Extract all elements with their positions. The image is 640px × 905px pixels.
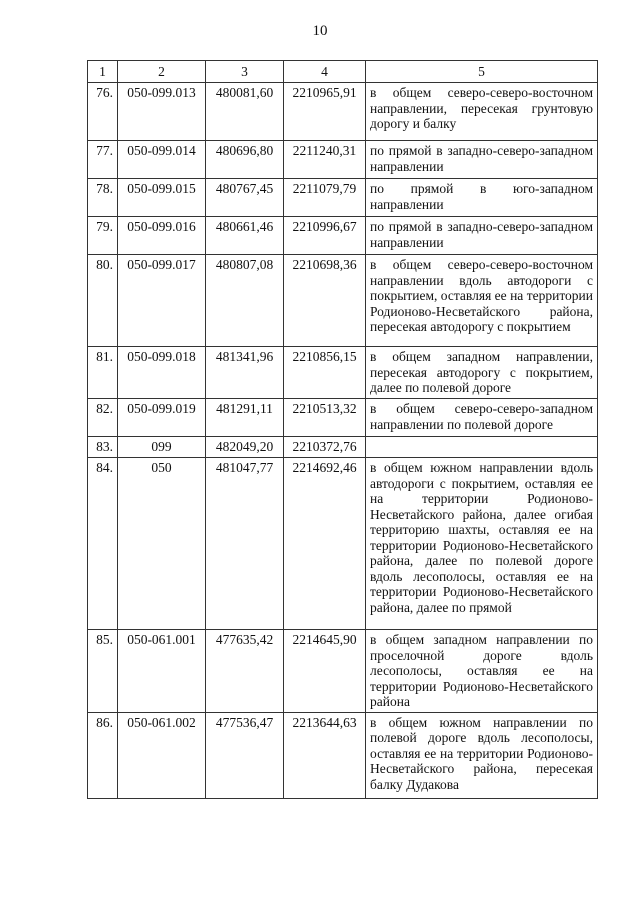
coord-x: 480696,80 [206, 141, 284, 179]
table-row [88, 399, 598, 437]
row-number: 85. [88, 630, 118, 713]
point-code: 050-099.014 [118, 141, 206, 179]
boundary-description: в общем южном направлении вдоль автодороги с покрытием, оставляя ее на территории Родионово-Несветайского района, далее огибая территорию шахты, оставляя ее на территории Родионово-Несветайского района, далее по полевой дороге вдоль лесополосы, оставляя ее на территории Родионово-Несветайского района, далее по прямой [366, 458, 598, 630]
point-code: 050-061.002 [118, 712, 206, 798]
coord-x: 481291,11 [206, 399, 284, 437]
point-code: 050-061.001 [118, 630, 206, 713]
boundary-points-table [87, 60, 598, 799]
coord-y: 2214692,46 [284, 458, 366, 630]
table-row [88, 179, 598, 217]
table-row [88, 255, 598, 347]
coord-y: 2211240,31 [284, 141, 366, 179]
coord-x: 482049,20 [206, 437, 284, 458]
row-number: 79. [88, 217, 118, 255]
row-number: 77. [88, 141, 118, 179]
header-col-5: 5 [366, 61, 598, 83]
point-code: 099 [118, 437, 206, 458]
coord-y: 2210372,76 [284, 437, 366, 458]
point-code: 050-099.016 [118, 217, 206, 255]
table-row [88, 141, 598, 179]
table-row [88, 712, 598, 798]
table-row [88, 630, 598, 713]
table-row [88, 347, 598, 399]
coord-x: 477536,47 [206, 712, 284, 798]
boundary-description: по прямой в западно-северо-западном направлении [366, 217, 598, 255]
boundary-description: в общем южном направлении по полевой дороге вдоль лесополосы, оставляя ее на территории Родионово-Несветайского района, пересекая балку Дудакова [366, 712, 598, 798]
coord-x: 480767,45 [206, 179, 284, 217]
row-number: 82. [88, 399, 118, 437]
table-row [88, 458, 598, 630]
point-code: 050-099.018 [118, 347, 206, 399]
table-row [88, 83, 598, 141]
coord-x: 481341,96 [206, 347, 284, 399]
boundary-description: в общем северо-северо-западном направлении по полевой дороге [366, 399, 598, 437]
coord-y: 2210698,36 [284, 255, 366, 347]
row-number: 76. [88, 83, 118, 141]
boundary-description: по прямой в западно-северо-западном направлении [366, 141, 598, 179]
row-number: 84. [88, 458, 118, 630]
table-body [88, 83, 598, 799]
table-row [88, 437, 598, 458]
table-header [88, 61, 598, 83]
point-code: 050-099.015 [118, 179, 206, 217]
coord-y: 2210856,15 [284, 347, 366, 399]
point-code: 050-099.019 [118, 399, 206, 437]
coord-y: 2213644,63 [284, 712, 366, 798]
header-col-2: 2 [118, 61, 206, 83]
coord-x: 477635,42 [206, 630, 284, 713]
coord-y: 2211079,79 [284, 179, 366, 217]
header-row [88, 61, 598, 83]
point-code: 050-099.017 [118, 255, 206, 347]
boundary-description [366, 437, 598, 458]
coord-x: 480081,60 [206, 83, 284, 141]
coord-y: 2210996,67 [284, 217, 366, 255]
row-number: 83. [88, 437, 118, 458]
row-number: 81. [88, 347, 118, 399]
table-row [88, 217, 598, 255]
row-number: 80. [88, 255, 118, 347]
point-code: 050 [118, 458, 206, 630]
boundary-description: по прямой в юго-западном направлении [366, 179, 598, 217]
boundary-description: в общем западном направлении по проселочной дороге вдоль лесополосы, оставляя ее на территории Родионово-Несветайского района [366, 630, 598, 713]
coord-x: 480807,08 [206, 255, 284, 347]
header-col-4: 4 [284, 61, 366, 83]
boundary-description: в общем северо-северо-восточном направлении, пересекая грунтовую дорогу и балку [366, 83, 598, 141]
header-col-3: 3 [206, 61, 284, 83]
boundary-description: в общем северо-северо-восточном направлении вдоль автодороги с покрытием, оставляя ее на территории Родионово-Несветайского района, пересекая автодорогу с покрытием [366, 255, 598, 347]
coord-x: 480661,46 [206, 217, 284, 255]
page-number: 10 [312, 23, 328, 39]
row-number: 78. [88, 179, 118, 217]
row-number: 86. [88, 712, 118, 798]
coord-y: 2210513,32 [284, 399, 366, 437]
header-col-1: 1 [88, 61, 118, 83]
boundary-description: в общем западном направлении, пересекая автодорогу с покрытием, далее по полевой дороге [366, 347, 598, 399]
coord-y: 2214645,90 [284, 630, 366, 713]
coord-y: 2210965,91 [284, 83, 366, 141]
point-code: 050-099.013 [118, 83, 206, 141]
coord-x: 481047,77 [206, 458, 284, 630]
